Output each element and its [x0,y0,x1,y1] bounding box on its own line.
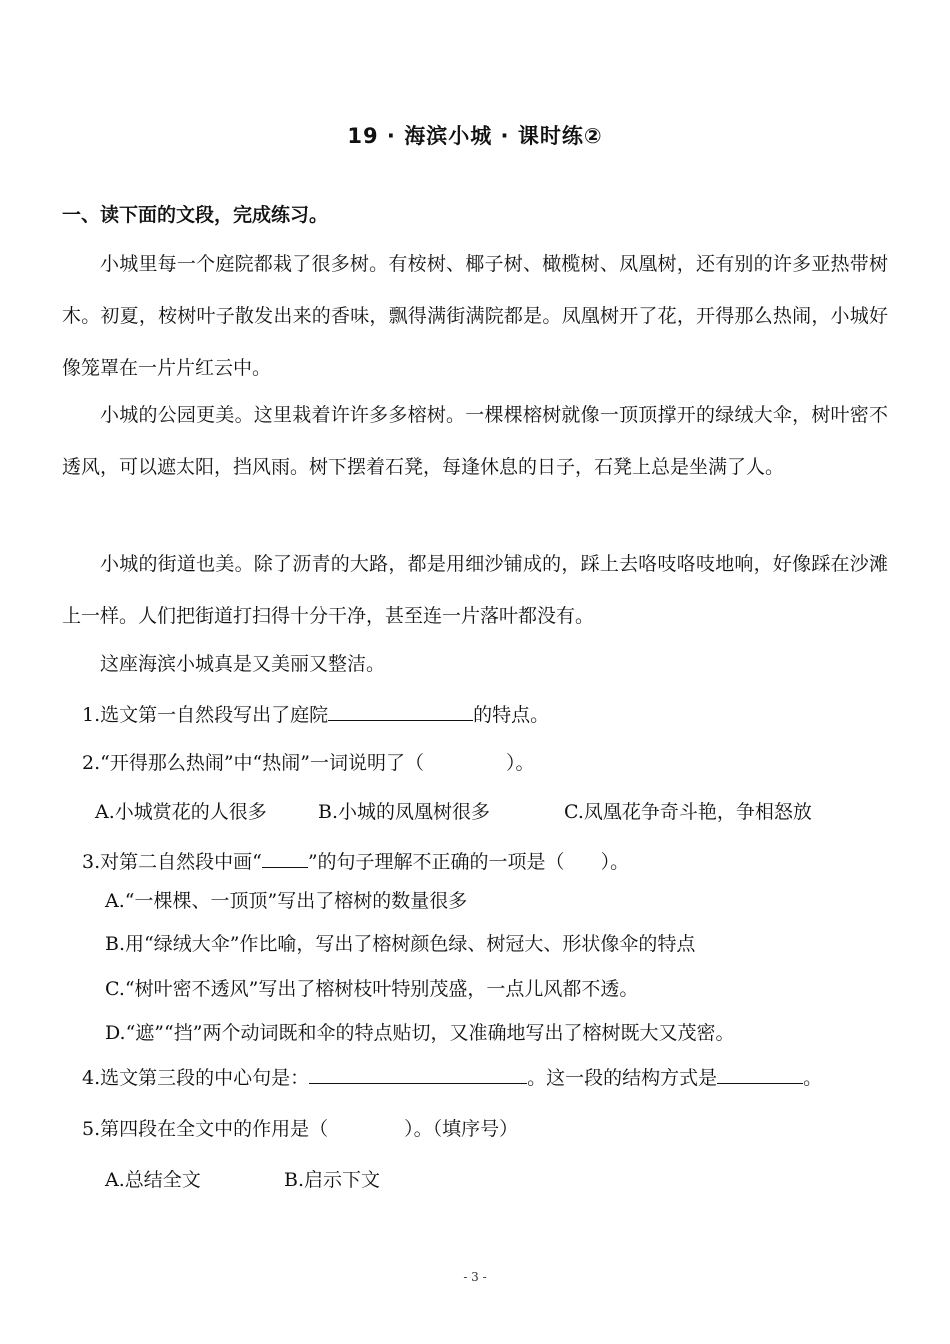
question-5-option-a: A.总结全文 [105,1169,201,1191]
question-3-suffix: ）。 [600,851,630,873]
question-1-prefix: 1.选文第一自然段写出了庭院 [82,704,329,726]
question-5-prefix: 5.第四段在全文中的作用是（ [82,1118,329,1140]
question-5-option-b: B.启示下文 [284,1169,381,1191]
question-5-suffix: ）。（填序号） [404,1118,519,1140]
question-3-prefix: 3.对第二自然段中画“ [82,851,262,873]
question-3-underline-marker [262,866,308,868]
question-5 [82,1114,518,1144]
question-2-option-c: C.凤凰花争奇斗艳，争相怒放 [564,801,812,823]
question-3-option-b: B.用“绿绒大伞”作比喻，写出了榕树颜色绿、树冠大、形状像伞的特点 [105,933,696,955]
question-4-middle: 。这一段的结构方式是 [527,1067,718,1089]
question-4-central-sentence-blank[interactable] [309,1082,527,1084]
question-2-option-b: B.小城的凤凰树很多 [318,801,491,823]
page-title: 19 · 海滨小城 · 课时练② [347,124,603,148]
question-2 [82,748,535,778]
question-2-prefix: 2.“开得那么热闹”中“热闹”一词说明了（ [82,752,424,774]
question-4-prefix: 4.选文第三段的中心句是： [82,1067,310,1089]
question-2-option-a: A.小城赏花的人很多 [95,801,267,823]
question-4-suffix: 。 [803,1067,823,1089]
passage-paragraph-2: 小城的公园更美。这里栽着许许多多榕树。一棵棵榕树就像一顶顶撑开的绿绒大伞，树叶密不透风，可以遮太阳，挡风雨。树下摆着石凳，每逢休息的日子，石凳上总是坐满了人。 [62,404,888,478]
passage-paragraph-3: 小城的街道也美。除了沥青的大路，都是用细沙铺成的，踩上去咯吱咯吱地响，好像踩在沙滩上一样。人们把街道打扫得十分干净，甚至连一片落叶都没有。 [62,553,888,627]
question-3-option-a: A.“一棵棵、一顶顶”写出了榕树的数量很多 [105,890,468,912]
question-1-suffix: 的特点。 [473,704,550,726]
question-2-suffix: ）。 [505,752,535,774]
question-1 [82,700,549,730]
question-4-structure-blank[interactable] [717,1082,803,1084]
passage-paragraph-4: 这座海滨小城真是又美丽又整洁。 [100,653,386,675]
question-4 [82,1063,822,1093]
page-number: - 3 - [463,1270,487,1284]
question-3-option-c: C.“树叶密不透风”写出了榕树枝叶特别茂盛，一点儿风都不透。 [105,978,639,1000]
question-3 [82,847,629,877]
passage-paragraph-1: 小城里每一个庭院都栽了很多树。有桉树、椰子树、橄榄树、凤凰树，还有别的许多亚热带树木。初夏，桉树叶子散发出来的香味，飘得满街满院都是。凤凰树开了花，开得那么热闹，小城好像笼罩在一片片红云中。 [62,253,888,379]
section-heading: 一、读下面的文段，完成练习。 [62,204,329,226]
question-3-option-d: D.“遮”“挡”两个动词既和伞的特点贴切，又准确地写出了榕树既大又茂密。 [105,1022,735,1044]
question-3-middle: ”的句子理解不正确的一项是（ [307,851,565,873]
question-1-answer-blank[interactable] [328,719,473,721]
